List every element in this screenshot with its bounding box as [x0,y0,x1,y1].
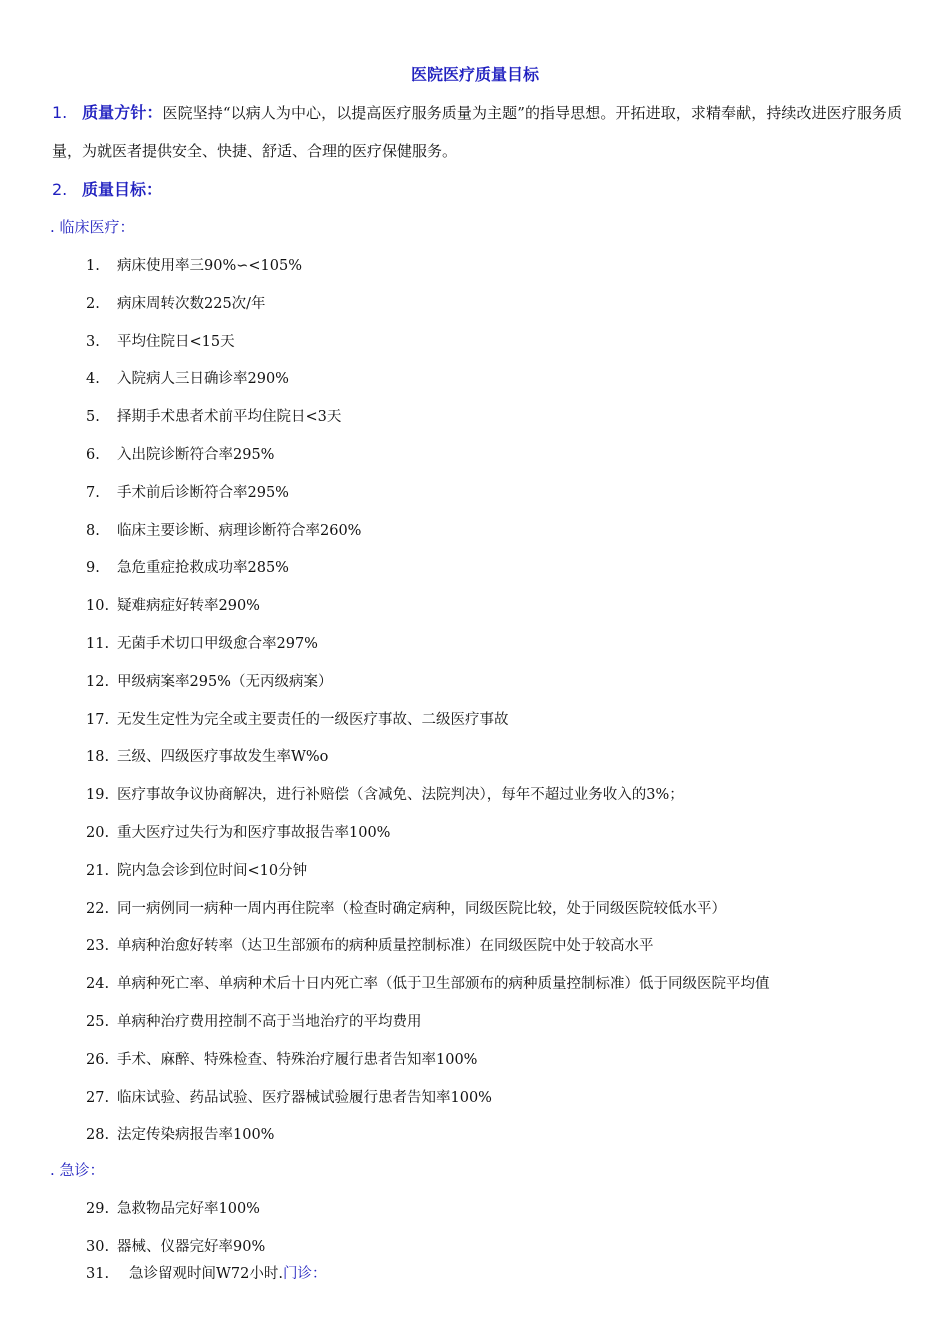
list-item [86,405,341,426]
item-text: 甲级病案率295%（无丙级病案） [117,673,333,690]
item-text: 手术前后诊断符合率295% [117,484,289,501]
item-number: 10. [86,598,110,615]
item-text: 无菌手术切口甲级愈合率297% [117,636,318,652]
quality-goals-heading: 2. 质量目标： [52,180,163,199]
list-item [86,1197,260,1218]
item-number: 24. [86,976,110,993]
list-item [86,859,307,880]
list-item [86,443,274,464]
item-text: 法定传染病报告率100% [117,1127,275,1144]
list-item [86,934,654,955]
item-text: 单病种治愈好转率（达卫生部颁布的病种质量控制标准）在同级医院中处于较高水平 [117,938,654,955]
item-text: 择期手术患者术前平均住院日<3天 [117,409,342,426]
clinical-heading: . 临床医疗： [50,218,135,236]
item-number: 6. [86,447,100,463]
item-text: 病床周转次数225次/年 [117,295,266,312]
list-item [86,745,328,766]
item-number: 3. [86,333,100,350]
item-number: 30. [86,1239,110,1255]
quality-policy-paragraph [52,94,902,170]
list-item [86,1048,477,1069]
item-text: 平均住院日<15天 [117,333,235,350]
item-text: 急救物品完好率100% [117,1201,260,1217]
item-text: 疑难病症好转率290% [117,598,260,615]
item-number: 2. [86,295,100,312]
list-item [86,670,332,691]
item-number: 9. [86,560,100,577]
emergency-heading: . 急诊： [50,1161,105,1179]
item-number: 8. [86,522,100,539]
item-text: 单病种治疗费用控制不高于当地治疗的平均费用 [117,1014,422,1030]
item-number: 21. [86,862,110,879]
item-text: 三级、四级医疗事故发生率W%o [117,749,329,766]
item-text: 临床试验、药品试验、医疗器械试验履行患者告知率100% [117,1089,492,1106]
list-item [86,1123,274,1144]
list-item [86,897,726,918]
list-item [86,594,260,615]
list-item [86,254,302,275]
item-text: 入出院诊断符合率295% [117,447,275,463]
item-number: 5. [86,409,100,426]
item-text: 院内急会诊到位时间<10分钟 [117,862,308,879]
item-number: 20. [86,825,110,841]
item-text: 入院病人三日确诊率290% [117,371,289,388]
item-number: 29. [86,1201,110,1217]
item-text: 无发生定性为完全或主要责任的一级医疗事故、二级医疗事故 [117,711,509,728]
item-number: 7. [86,484,100,501]
list-item [86,783,684,804]
list-item [86,556,289,577]
item-number: 22. [86,900,110,917]
item-number: 27. [86,1089,110,1106]
item-text: 器械、仪器完好率90% [117,1239,266,1255]
item-number: 28. [86,1127,110,1144]
item-text: 病床使用率三90%∽<105% [117,258,302,274]
list-item [86,1086,492,1107]
item-number: 11. [86,636,110,652]
list-item [86,367,289,388]
list-item [86,972,770,993]
document-title: 医院医疗质量目标 [410,65,539,84]
item-text: 临床主要诊断、病理诊断符合率260% [117,522,362,539]
item-text: 单病种死亡率、单病种术后十日内死亡率（低于卫生部颁布的病种质量控制标准）低于同级医院平均值 [117,976,770,993]
item-text: 重大医疗过失行为和医疗事故报告率100% [117,825,391,841]
item-text: 同一病例同一病种一周内再住院率（检查时确定病种，同级医院比较，处于同级医院较低水平） [117,900,726,917]
item-number: 23. [86,938,110,955]
item-number: 1. [86,258,100,274]
item-number: 4. [86,371,100,388]
list-item [86,1235,265,1256]
list-item: 31. 急诊留观时间W72小时.门诊： [86,1266,327,1282]
policy-text: 医院坚持“以病人为中心，以提高医疗服务质量为主题”的指导思想。开拓进取，求精奉献，持续改进医疗服务质量，为就医者提供安全、快捷、舒适、合理的医疗保健服务。 [52,104,902,160]
item-text: 医疗事故争议协商解决，进行补赔偿（含减免、法院判决），每年不超过业务收入的3%； [117,787,684,804]
list-item [86,821,390,842]
item-number: 19. [86,787,110,804]
list-item [86,292,266,313]
outpatient-heading: 门诊： [282,1266,327,1282]
item-text: 手术、麻醉、特殊检查、特殊治疗履行患者告知率100% [117,1051,478,1068]
policy-heading: 1. 质量方针： [52,103,163,122]
item-number: 12. [86,673,110,690]
item-text: 急危重症抢救成功率285% [117,560,289,577]
item-number: 17. [86,711,110,728]
list-item [86,632,318,653]
list-item [86,1010,422,1031]
list-item [86,481,289,502]
list-item [86,519,361,540]
item-number: 18. [86,749,110,766]
item-number: 26. [86,1051,110,1068]
item-number: 25. [86,1014,110,1030]
list-item [86,708,509,729]
list-item [86,330,235,351]
